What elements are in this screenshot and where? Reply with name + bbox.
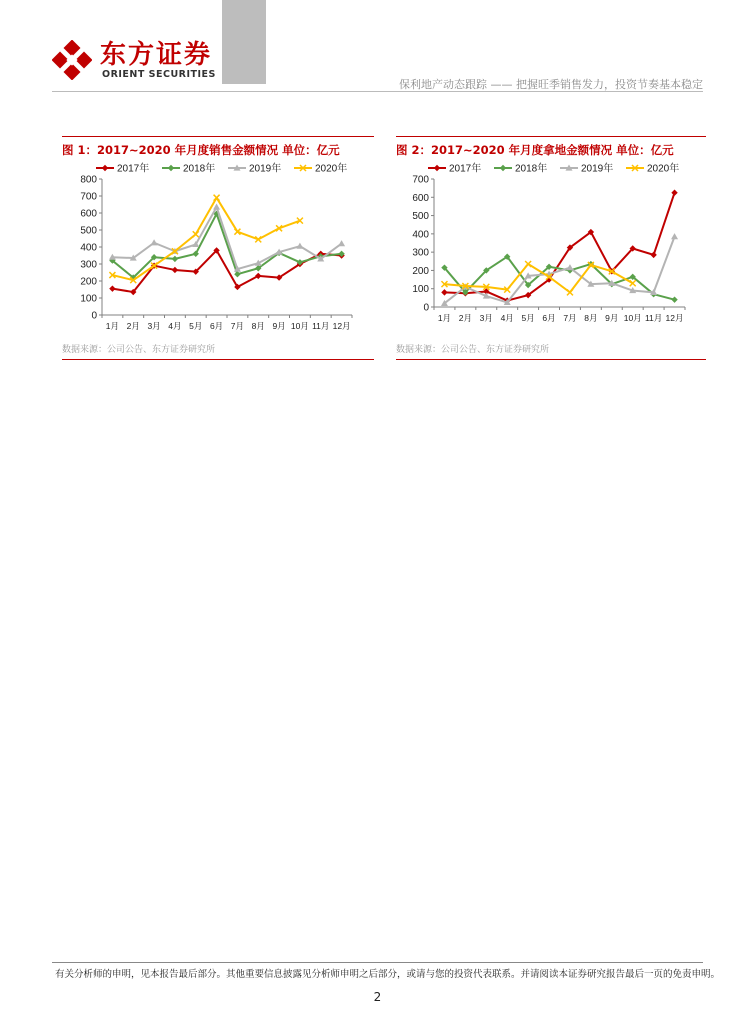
- x-tick-label: 1月: [437, 313, 452, 323]
- y-tick-label: 100: [80, 293, 97, 305]
- y-tick-label: 800: [80, 174, 97, 186]
- legend-marker-1: [434, 165, 440, 171]
- legend-label-1: 2017年: [117, 163, 150, 175]
- legend-label-1: 2017年: [449, 163, 482, 175]
- x-tick-label: 4月: [168, 321, 182, 331]
- x-tick-label: 1月: [105, 321, 120, 331]
- legend-label-4: 2020年: [647, 163, 680, 175]
- series-1-point: [671, 190, 677, 196]
- y-tick-label: 0: [91, 310, 97, 322]
- header-decor-bar: [222, 0, 266, 84]
- figure-1: [62, 136, 374, 360]
- x-tick-label: 6月: [209, 321, 224, 331]
- legend-label-2: 2018年: [515, 163, 548, 175]
- logo-chinese-name: 东方证券: [100, 40, 213, 70]
- x-tick-label: 2月: [458, 313, 472, 323]
- series-3-line: [444, 237, 674, 304]
- series-4-line: [112, 198, 300, 280]
- figure-2-title: 图 2：2017~2020 年月度拿地金额情况 单位：亿元: [396, 143, 674, 157]
- figure-2: [396, 136, 706, 360]
- x-tick-label: 9月: [272, 321, 286, 331]
- legend-marker-1: [102, 165, 108, 171]
- figure-1-chart: [62, 161, 374, 339]
- y-tick-label: 700: [412, 174, 429, 186]
- x-tick-label: 7月: [563, 313, 577, 323]
- series-4-point: [567, 289, 573, 295]
- x-tick-label: 4月: [500, 313, 514, 323]
- x-tick-label: 12月: [665, 313, 684, 323]
- series-1-point: [441, 289, 447, 295]
- legend-label-2: 2018年: [183, 163, 216, 175]
- figure-2-top-rule: [396, 136, 706, 137]
- legend-label-3: 2019年: [581, 163, 614, 175]
- figure-2-chart: [396, 161, 706, 339]
- y-tick-label: 0: [423, 302, 429, 314]
- figure-1-bottom-rule: [62, 359, 374, 360]
- y-tick-label: 400: [412, 229, 429, 241]
- figure-2-source: 数据来源：公司公告、东方证券研究所: [396, 345, 550, 355]
- series-2-point: [671, 296, 677, 302]
- y-tick-label: 200: [412, 265, 429, 277]
- orient-securities-logo: [52, 40, 216, 82]
- series-3-point: [151, 239, 158, 245]
- series-4-point: [630, 280, 636, 286]
- series-4: [109, 195, 303, 283]
- y-tick-label: 500: [80, 225, 97, 237]
- page-number: 2: [373, 990, 382, 1004]
- chart-legend: [96, 162, 347, 175]
- series-3-point: [671, 233, 678, 239]
- y-tick-label: 700: [80, 191, 97, 203]
- x-tick-label: 5月: [521, 313, 535, 323]
- series-3-point: [296, 243, 303, 249]
- x-tick-label: 11月: [312, 321, 330, 331]
- figure-2-bottom-rule: [396, 359, 706, 360]
- x-tick-label: 7月: [230, 321, 245, 331]
- y-tick-label: 300: [412, 247, 429, 259]
- x-tick-label: 2月: [126, 321, 140, 331]
- series-4-point: [193, 231, 199, 237]
- series-2: [441, 254, 677, 303]
- y-tick-label: 200: [80, 276, 97, 288]
- series-1-point: [109, 285, 115, 291]
- legend-label-4: 2020年: [315, 163, 348, 175]
- y-tick-label: 300: [80, 259, 97, 271]
- chart-legend: [428, 162, 679, 175]
- series-1-point: [172, 267, 178, 273]
- series-3-point: [566, 264, 573, 270]
- legend-marker-2: [500, 165, 506, 171]
- x-tick-label: 5月: [189, 321, 203, 331]
- x-tick-label: 11月: [644, 313, 663, 323]
- y-tick-label: 500: [412, 211, 429, 223]
- x-tick-label: 10月: [623, 313, 642, 323]
- series-4-point: [214, 195, 220, 201]
- y-tick-label: 600: [412, 192, 429, 204]
- figure-1-source: 数据来源：公司公告、东方证券研究所: [62, 345, 216, 355]
- series-2-point: [234, 271, 240, 277]
- x-tick-label: 12月: [332, 321, 351, 331]
- y-tick-label: 100: [412, 284, 429, 296]
- series-1-point: [650, 252, 656, 258]
- y-tick-label: 600: [80, 208, 97, 220]
- running-title: 保利地产动态跟踪 —— 把握旺季销售发力，投资节奏基本稳定: [399, 78, 703, 91]
- x-tick-label: 8月: [251, 321, 265, 331]
- series-2-point: [172, 256, 178, 262]
- legend-marker-2: [168, 165, 174, 171]
- footer-divider: [52, 962, 703, 963]
- series-3-point: [338, 240, 345, 246]
- x-tick-label: 6月: [542, 313, 556, 323]
- x-tick-label: 9月: [605, 313, 619, 323]
- header-divider: [52, 91, 703, 92]
- x-tick-label: 10月: [290, 321, 309, 331]
- series-3-point: [213, 204, 220, 210]
- series-4-point: [525, 261, 531, 267]
- logo-english-name: ORIENT SECURITIES: [102, 69, 216, 80]
- y-tick-label: 400: [80, 242, 97, 254]
- footer-disclaimer: 有关分析师的申明，见本报告最后部分。其他重要信息披露见分析师申明之后部分，或请与您的投资代表联系。并请阅读本证券研究报告最后一页的免责申明。: [55, 969, 721, 980]
- x-tick-label: 3月: [147, 321, 161, 331]
- x-tick-label: 8月: [584, 313, 598, 323]
- figure-1-top-rule: [62, 136, 374, 137]
- figure-1-title: 图 1：2017~2020 年月度销售金额情况 单位：亿元: [62, 143, 340, 157]
- x-tick-label: 3月: [479, 313, 493, 323]
- legend-label-3: 2019年: [249, 163, 282, 175]
- logo-diamond-icon: [52, 40, 92, 80]
